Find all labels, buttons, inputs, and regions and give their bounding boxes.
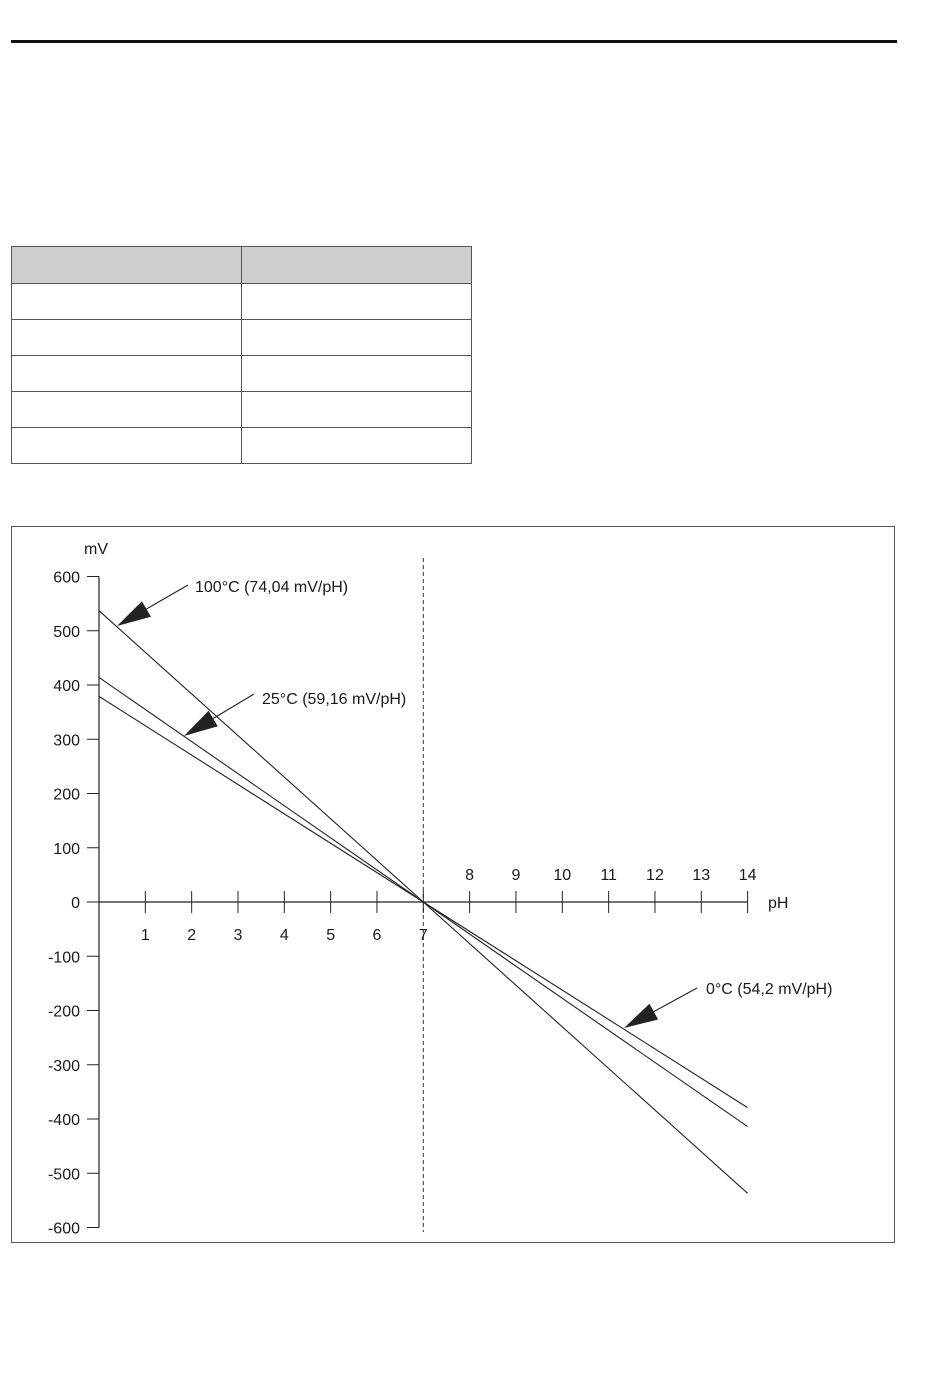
y-tick-label: 300: [53, 732, 80, 750]
y-tick-label: -600: [47, 1220, 80, 1238]
series-label: 25°C (59,16 mV/pH): [262, 691, 407, 708]
x-tick-label: 6: [372, 927, 382, 944]
x-axis-label: pH: [768, 895, 789, 912]
x-tick-label: 5: [326, 927, 336, 944]
x-tick-label: 7: [418, 927, 428, 944]
y-axis-label: mV: [84, 541, 108, 558]
x-tick-label: 13: [692, 867, 711, 884]
y-tick-label: -100: [47, 949, 80, 967]
callout-leader: [213, 694, 254, 719]
series-label: 0°C (54,2 mV/pH): [706, 981, 833, 998]
y-tick-label: -400: [47, 1112, 80, 1129]
x-tick-label: 10: [553, 867, 572, 884]
y-tick-label: 600: [53, 569, 80, 587]
y-tick-label: -200: [47, 1003, 80, 1021]
chart-annotations: [117, 579, 832, 1028]
callout-arrowhead: [624, 1004, 658, 1028]
x-tick-label: 8: [465, 867, 475, 884]
y-tick-label: 400: [53, 678, 80, 695]
x-tick-label: 4: [279, 927, 289, 944]
x-tick-label: 3: [233, 927, 243, 944]
y-tick-label: -300: [47, 1057, 80, 1075]
y-tick-label: 200: [53, 786, 80, 804]
callout-leader: [146, 585, 188, 609]
chart-ticks: [48, 570, 757, 1238]
x-tick-label: 2: [187, 927, 197, 944]
series-label: 100°C (74,04 mV/pH): [195, 579, 349, 596]
x-tick-label: 14: [738, 867, 757, 884]
y-tick-label: 0: [71, 895, 80, 912]
y-tick-label: 100: [53, 840, 80, 858]
x-tick-label: 11: [600, 867, 617, 884]
callout-arrowhead: [184, 711, 218, 736]
y-tick-label: 500: [53, 623, 80, 641]
x-tick-label: 9: [511, 867, 521, 884]
x-tick-label: 12: [646, 867, 664, 884]
callout-leader: [654, 988, 697, 1012]
y-tick-label: -500: [47, 1166, 80, 1184]
x-tick-label: 1: [140, 927, 150, 944]
callout-arrowhead: [117, 601, 151, 626]
